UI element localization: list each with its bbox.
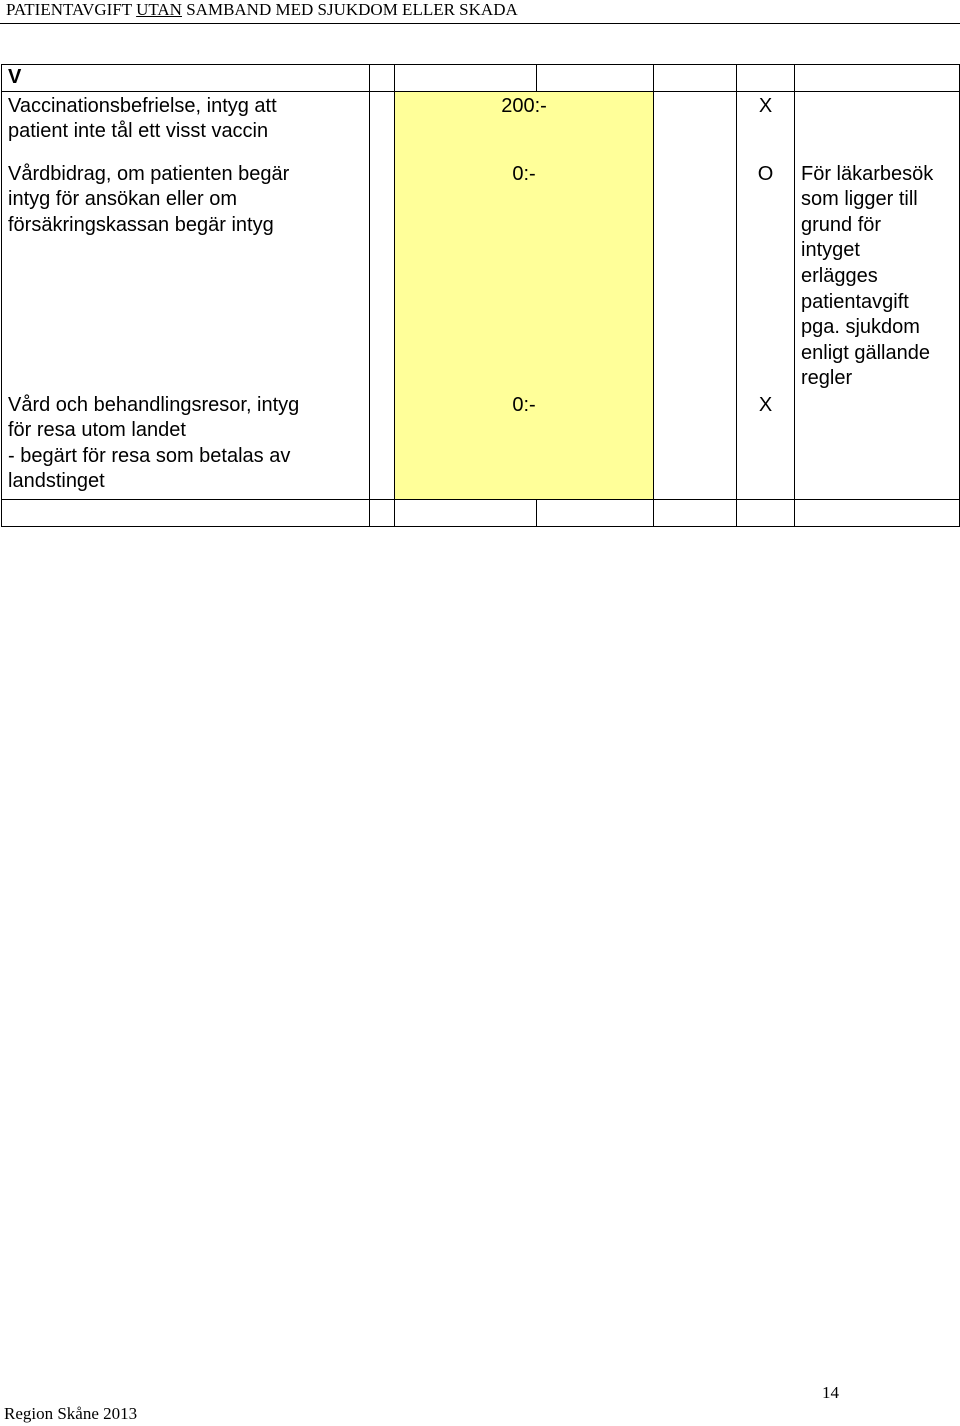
description-line: Vaccinationsbefrielse, intyg att xyxy=(8,94,277,117)
empty-cell xyxy=(795,499,960,526)
note-line: erlägges xyxy=(801,264,878,287)
empty-cell xyxy=(370,499,395,526)
empty-cell xyxy=(537,65,654,92)
note-line: För läkarbesök xyxy=(801,162,934,185)
fee-table xyxy=(1,64,960,527)
empty-cell xyxy=(2,499,370,526)
empty-cell xyxy=(737,499,795,526)
empty-cell xyxy=(654,65,737,92)
mark-cell xyxy=(737,91,795,499)
header-part1: PATIENTAVGIFT xyxy=(6,0,132,19)
section-row xyxy=(2,65,960,92)
page-number: 14 xyxy=(822,1383,839,1402)
note-line: grund för xyxy=(801,213,882,236)
page-header xyxy=(6,0,518,20)
empty-cell xyxy=(537,499,654,526)
mark: X xyxy=(758,393,773,416)
empty-cell xyxy=(654,91,737,499)
header-part3: SAMBAND MED SJUKDOM ELLER SKADA xyxy=(186,0,518,19)
description-line: för resa utom landet xyxy=(8,419,186,442)
header-rule xyxy=(0,23,960,24)
description-line: landstinget xyxy=(8,470,105,493)
note-line: pga. sjukdom xyxy=(801,316,920,339)
description-line: - begärt för resa som betalas av xyxy=(8,444,291,467)
fee-amount: 200:- xyxy=(501,94,547,117)
note-line: regler xyxy=(801,367,853,390)
section-title: V xyxy=(8,66,22,88)
empty-row xyxy=(2,499,960,526)
table-row xyxy=(2,91,960,499)
note-line: intyget xyxy=(801,239,860,262)
fee-amount: 0:- xyxy=(512,393,536,416)
empty-cell xyxy=(795,65,960,92)
empty-cell xyxy=(654,499,737,526)
description-line: patient inte tål ett visst vaccin xyxy=(8,120,269,143)
note-line: som ligger till xyxy=(801,188,918,211)
section-title-cell xyxy=(2,65,370,92)
empty-cell xyxy=(395,499,537,526)
empty-cell xyxy=(370,91,395,499)
mark: X xyxy=(758,94,773,117)
description-cell xyxy=(2,91,370,499)
description-line: Vård och behandlingsresor, intyg xyxy=(8,393,300,416)
note-cell xyxy=(795,91,960,499)
empty-cell xyxy=(395,65,537,92)
footer-organization: Region Skåne 2013 xyxy=(4,1404,138,1423)
note-line: patientavgift xyxy=(801,290,909,313)
header-part2: UTAN xyxy=(136,0,182,19)
empty-cell xyxy=(737,65,795,92)
note-line: enligt gällande xyxy=(801,341,930,364)
fee-amount: 0:- xyxy=(512,162,536,185)
empty-cell xyxy=(370,65,395,92)
description-line: försäkringskassan begär intyg xyxy=(8,213,274,236)
fee-cell xyxy=(395,91,654,499)
description-line: Vårdbidrag, om patienten begär xyxy=(8,162,290,185)
description-line: intyg för ansökan eller om xyxy=(8,188,238,211)
mark: O xyxy=(757,162,774,185)
